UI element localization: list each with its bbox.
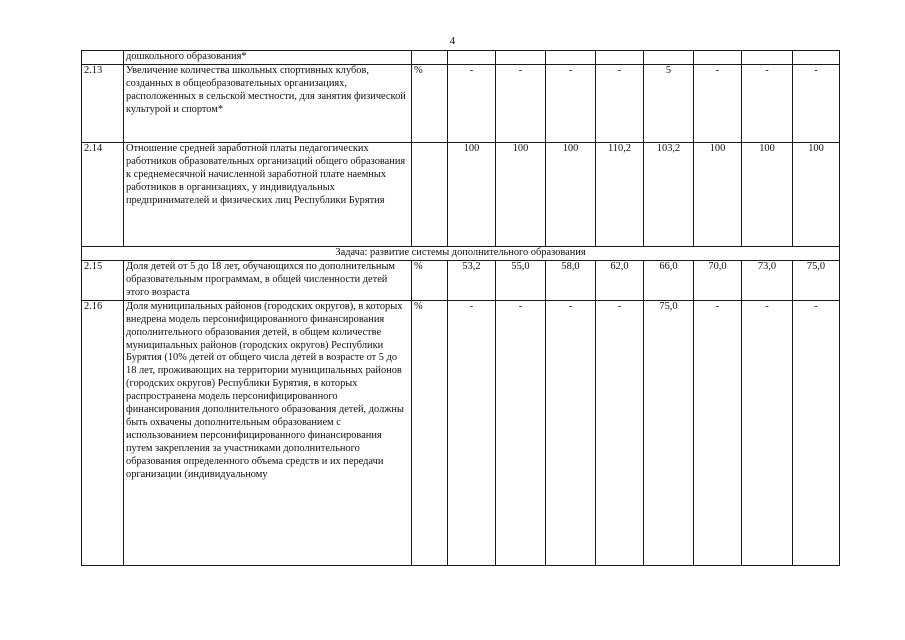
page-number: 4: [449, 35, 456, 47]
table-row-2-13: [82, 64, 840, 142]
row-value: -: [546, 300, 596, 565]
row-value: 100: [546, 142, 596, 246]
row-value: 100: [793, 142, 840, 246]
row-value: [596, 51, 644, 65]
row-description: Увеличение количества школьных спортивных клубов, созданных в общеобразовательных организациях, расположенных в сельской местности, для занятия физической культурой и спортом*: [124, 64, 412, 142]
row-value: 100: [496, 142, 546, 246]
row-value: [793, 51, 840, 65]
row-value: 66,0: [644, 260, 694, 300]
row-value: -: [793, 64, 840, 142]
table-row-2-14: [82, 142, 840, 246]
row-value: 100: [742, 142, 793, 246]
row-unit: [412, 51, 448, 65]
table-row-2-15: [82, 260, 840, 300]
row-value: -: [694, 300, 742, 565]
row-value: -: [546, 64, 596, 142]
row-value: -: [742, 64, 793, 142]
row-number: 2.14: [82, 142, 124, 246]
row-value: 62,0: [596, 260, 644, 300]
row-value: [448, 51, 496, 65]
row-unit: %: [412, 64, 448, 142]
row-description: Отношение средней заработной платы педагогических работников образовательных организаций общего образования к среднемесячной начисленной заработной плате наемных работников в организациях, у индивидуальных предпринимателей и физических лиц Республики Бурятия: [124, 142, 412, 246]
row-value: 73,0: [742, 260, 793, 300]
row-value: [644, 51, 694, 65]
row-value: 75,0: [793, 260, 840, 300]
row-value: -: [496, 300, 546, 565]
row-value: 100: [448, 142, 496, 246]
row-value: 100: [694, 142, 742, 246]
row-description: Доля детей от 5 до 18 лет, обучающихся по дополнительным образовательным программам, в общей численности детей этого возраста: [124, 260, 412, 300]
row-value: [496, 51, 546, 65]
row-unit: %: [412, 260, 448, 300]
row-value: [694, 51, 742, 65]
row-value: 103,2: [644, 142, 694, 246]
row-value: -: [448, 64, 496, 142]
row-number: 2.13: [82, 64, 124, 142]
task-heading: Задача: развитие системы дополнительного образования: [82, 246, 840, 260]
row-description: Доля муниципальных районов (городских округов), в которых внедрена модель персонифицированного финансирования дополнительного образования детей, в общем количестве муниципальных районов (городских округов) Республики Бурятия (10% детей от общего числа детей в возрасте от 5 до 18 лет, проживающих на территории муниципальных районов (городских округов) Республики Бурятия, в которых распространена модель персонифицированного финансирования дополнительного образования детей, должны быть охвачены дополнительным образованием с использованием персонифицированного финансирования путем закрепления за участниками дополнительного образования определенного объема средств и их передачи организации (индивидуальному: [124, 300, 412, 565]
row-value: -: [596, 64, 644, 142]
table-row-continuation: [82, 51, 840, 65]
row-value: -: [596, 300, 644, 565]
task-heading-row: [82, 246, 840, 260]
table-row-2-16: [82, 300, 840, 565]
row-value: 53,2: [448, 260, 496, 300]
row-number: 2.15: [82, 260, 124, 300]
row-value: -: [448, 300, 496, 565]
row-value: 55,0: [496, 260, 546, 300]
row-value: [546, 51, 596, 65]
row-value: 70,0: [694, 260, 742, 300]
row-value: -: [496, 64, 546, 142]
row-value: 58,0: [546, 260, 596, 300]
row-unit: [412, 142, 448, 246]
row-value: -: [742, 300, 793, 565]
row-number: [82, 51, 124, 65]
row-value: [742, 51, 793, 65]
row-value: -: [694, 64, 742, 142]
row-description: дошкольного образования*: [124, 51, 412, 65]
row-value: 110,2: [596, 142, 644, 246]
row-value: 5: [644, 64, 694, 142]
row-value: -: [793, 300, 840, 565]
indicators-table: [81, 50, 840, 566]
row-number: 2.16: [82, 300, 124, 565]
row-value: 75,0: [644, 300, 694, 565]
row-unit: %: [412, 300, 448, 565]
